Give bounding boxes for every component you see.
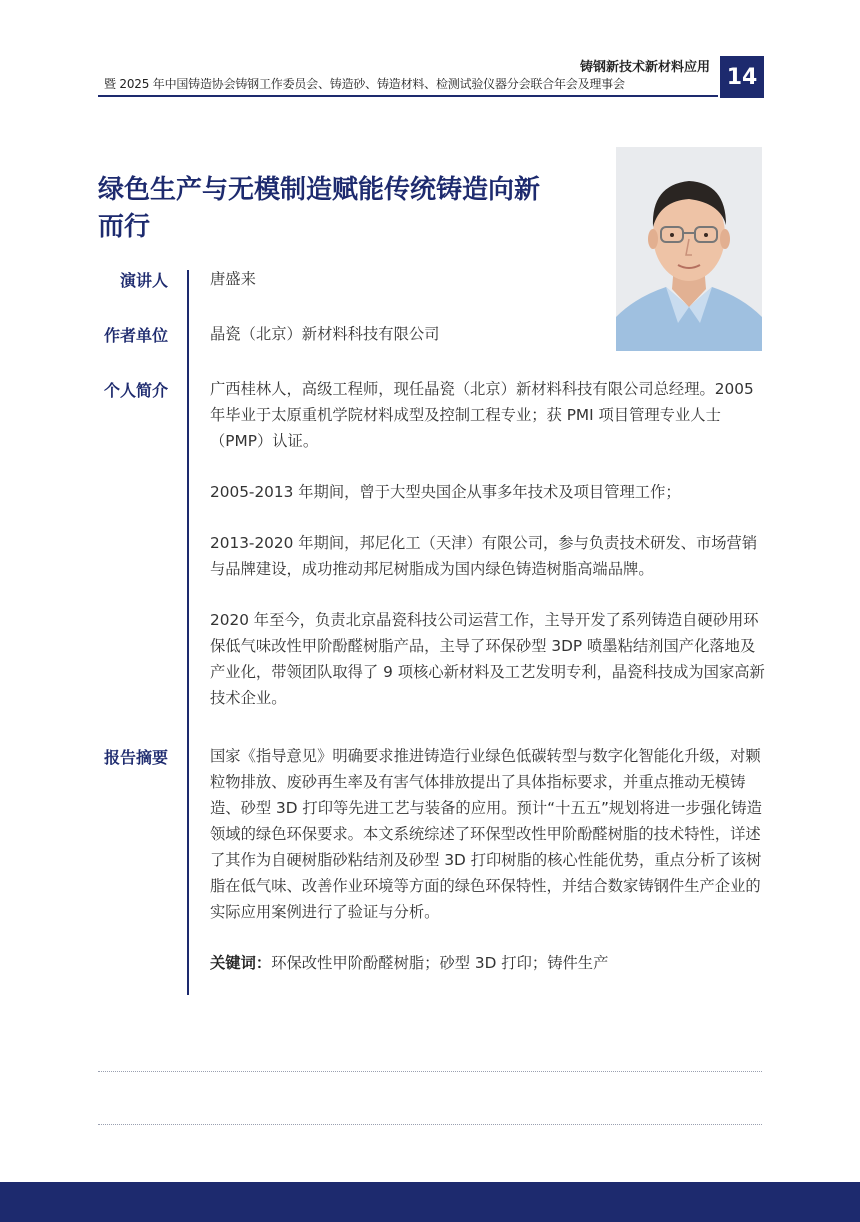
article-title-line2: 而行 [98,212,151,242]
dotted-divider [98,1071,762,1072]
abstract-text: 国家《指导意见》明确要求推进铸造行业绿色低碳转型与数字化智能化升级，对颗粒物排放、废砂再生率及有害气体排放提出了具体指标要求，并重点推动无模铸造、砂型 3D 打印等先进工艺与装备的应用。预计“十五五”规划将进一步强化铸造领域的绿色环保要求。本文系统综述了环保型改性甲阶酚醛树脂的技术特性，详述了其作为自硬树脂砂粘结剂及砂型 3D 打印树脂的核心性能优势，重点分析了该树脂在低气味、改善作业环境等方面的绿色环保特性，并结合数家铸钢件生产企业的实际应用案例进行了验证与分析。 [210,747,762,921]
keywords-text: 环保改性甲阶酚醛树脂；砂型 3D 打印；铸件生产 [271,954,609,972]
bio-paragraph: 2020 年至今，负责北京晶瓷科技公司运营工作，主导开发了系列铸造自硬砂用环保低气味改性甲阶酚醛树脂产品，主导了环保砂型 3DP 喷墨粘结剂国产化落地及产业化，带领团队取得了 9 项核心新材料及工艺发明专利，晶瓷科技成为国家高新技术企业。 [210,611,765,707]
header-title: 铸钢新技术新材料应用 [579,60,710,75]
section-divider-bar [187,270,189,995]
bio-section [210,376,766,711]
footer-bar [0,1182,860,1222]
bio-label: 个人简介 [103,381,168,400]
speaker-label: 演讲人 [119,271,168,290]
page-number: 14 [720,56,764,98]
keywords-line [210,950,766,976]
affiliation-label: 作者单位 [103,326,168,345]
bio-paragraph: 2005-2013 年期间，曾于大型央国企从事多年技术及项目管理工作； [210,483,681,501]
bio-paragraph: 2013-2020 年期间，邦尼化工（天津）有限公司，参与负责技术研发、市场营销与品牌建设，成功推动邦尼树脂成为国内绿色铸造树脂高端品牌。 [210,534,758,578]
abstract-section [210,743,766,976]
article-title [98,172,598,246]
bio-paragraph: 广西桂林人，高级工程师，现任晶瓷（北京）新材料科技有限公司总经理。2005 年毕业于太原重机学院材料成型及控制工程专业；获 PMI 项目管理专业人士（PMP）认证。 [210,380,754,450]
header-divider [98,95,718,97]
dotted-divider [98,1124,762,1125]
keywords-label: 关键词： [210,954,272,972]
article-title-line1: 绿色生产与无模制造赋能传统铸造向新 [98,175,541,205]
abstract-label: 报告摘要 [103,748,168,767]
speaker-name: 唐盛来 [210,270,256,288]
header-subtitle: 暨 2025 年中国铸造协会铸钢工作委员会、铸造砂、铸造材料、检测试验仪器分会联合年会及理事会 [104,77,625,91]
affiliation-text: 晶瓷（北京）新材料科技有限公司 [210,325,440,343]
